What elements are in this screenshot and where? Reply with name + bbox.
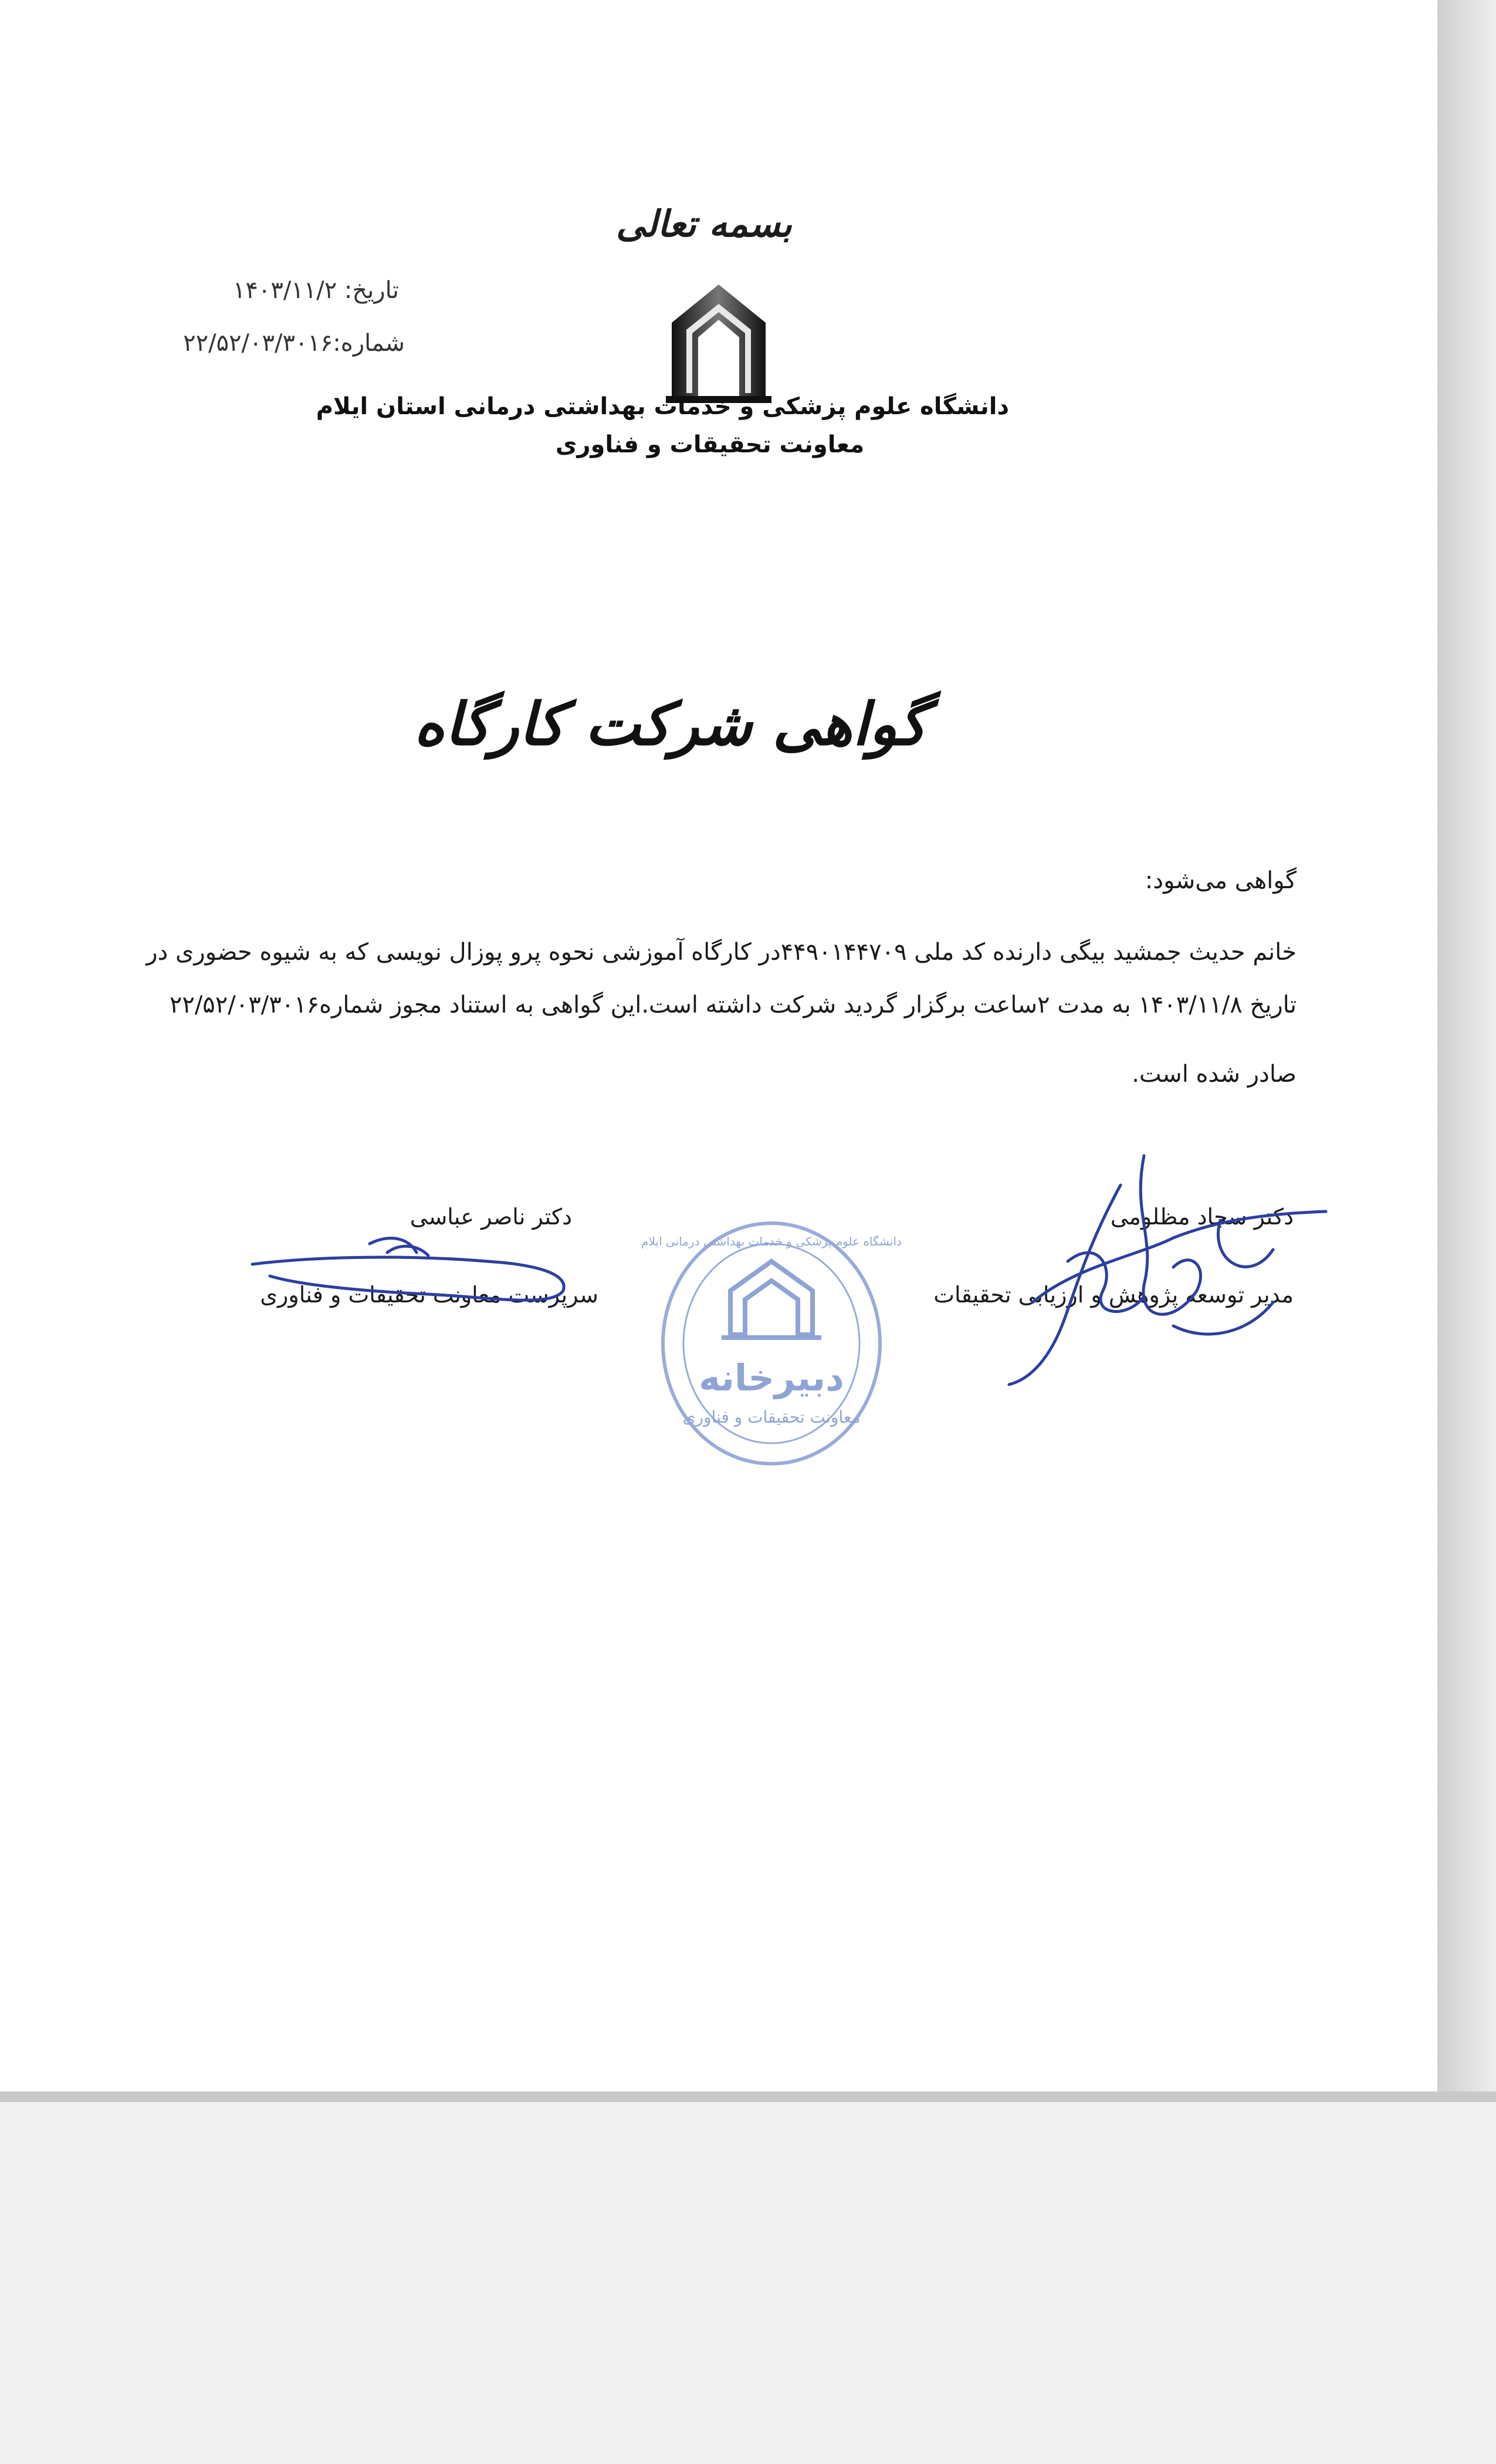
department-name: معاونت تحقیقات و فناوری	[555, 431, 865, 458]
left-signatory-title: سرپرست معاونت تحقیقات و فناوری	[260, 1282, 598, 1308]
invocation-heading: بسمه تعالی	[616, 202, 792, 245]
body-line-2: تاریخ ۱۴۰۳/۱۱/۸ به مدت ۲ساعت برگزار گردید شرکت داشته است.این گواهی به استناد مجوز شماره۲۲/۵۲/۰۳/۳۰۱۶	[169, 991, 1297, 1018]
stamp-ring-text: دانشگاه علوم پزشکی و خدمات بهداشتی درمانی ایلام	[641, 1234, 902, 1248]
right-signature	[997, 1150, 1349, 1396]
university-logo-icon	[663, 282, 774, 405]
page-edge-shadow	[1437, 0, 1496, 2091]
left-signature	[241, 1209, 604, 1343]
stamp-bottom-text: معاونت تحقیقات و فناوری	[682, 1407, 861, 1427]
body-line-3: صادر شده است.	[1132, 1061, 1297, 1088]
office-stamp	[641, 1217, 902, 1470]
letter-date: تاریخ: ۱۴۰۳/۱۱/۲	[232, 277, 399, 304]
left-signatory-name: دکتر ناصر عباسی	[409, 1204, 572, 1230]
right-signatory-name: دکتر سجاد مظلومی	[1110, 1204, 1294, 1230]
university-name: دانشگاه علوم پزشکی و خدمات بهداشتی درمانی استان ایلام	[316, 393, 1009, 420]
certification-intro: گواهی می‌شود:	[1145, 867, 1297, 894]
body-line-1: خانم حدیث جمشید بیگی دارنده کد ملی ۴۴۹۰۱۴۴۷۰۹در کارگاه آموزشی نحوه پرو پوزال نویسی که به شیوه حضوری در	[146, 939, 1297, 966]
page-bottom-edge	[0, 2091, 1496, 2102]
right-signatory-title: مدیر توسعه پژوهش و ارزیابی تحقیقات	[933, 1282, 1294, 1308]
letter-number: شماره:۲۲/۵۲/۰۳/۳۰۱۶	[183, 330, 405, 357]
certificate-title: گواهی شرکت کارگاه	[414, 689, 927, 759]
stamp-center-text: دبیرخانه	[699, 1356, 844, 1399]
